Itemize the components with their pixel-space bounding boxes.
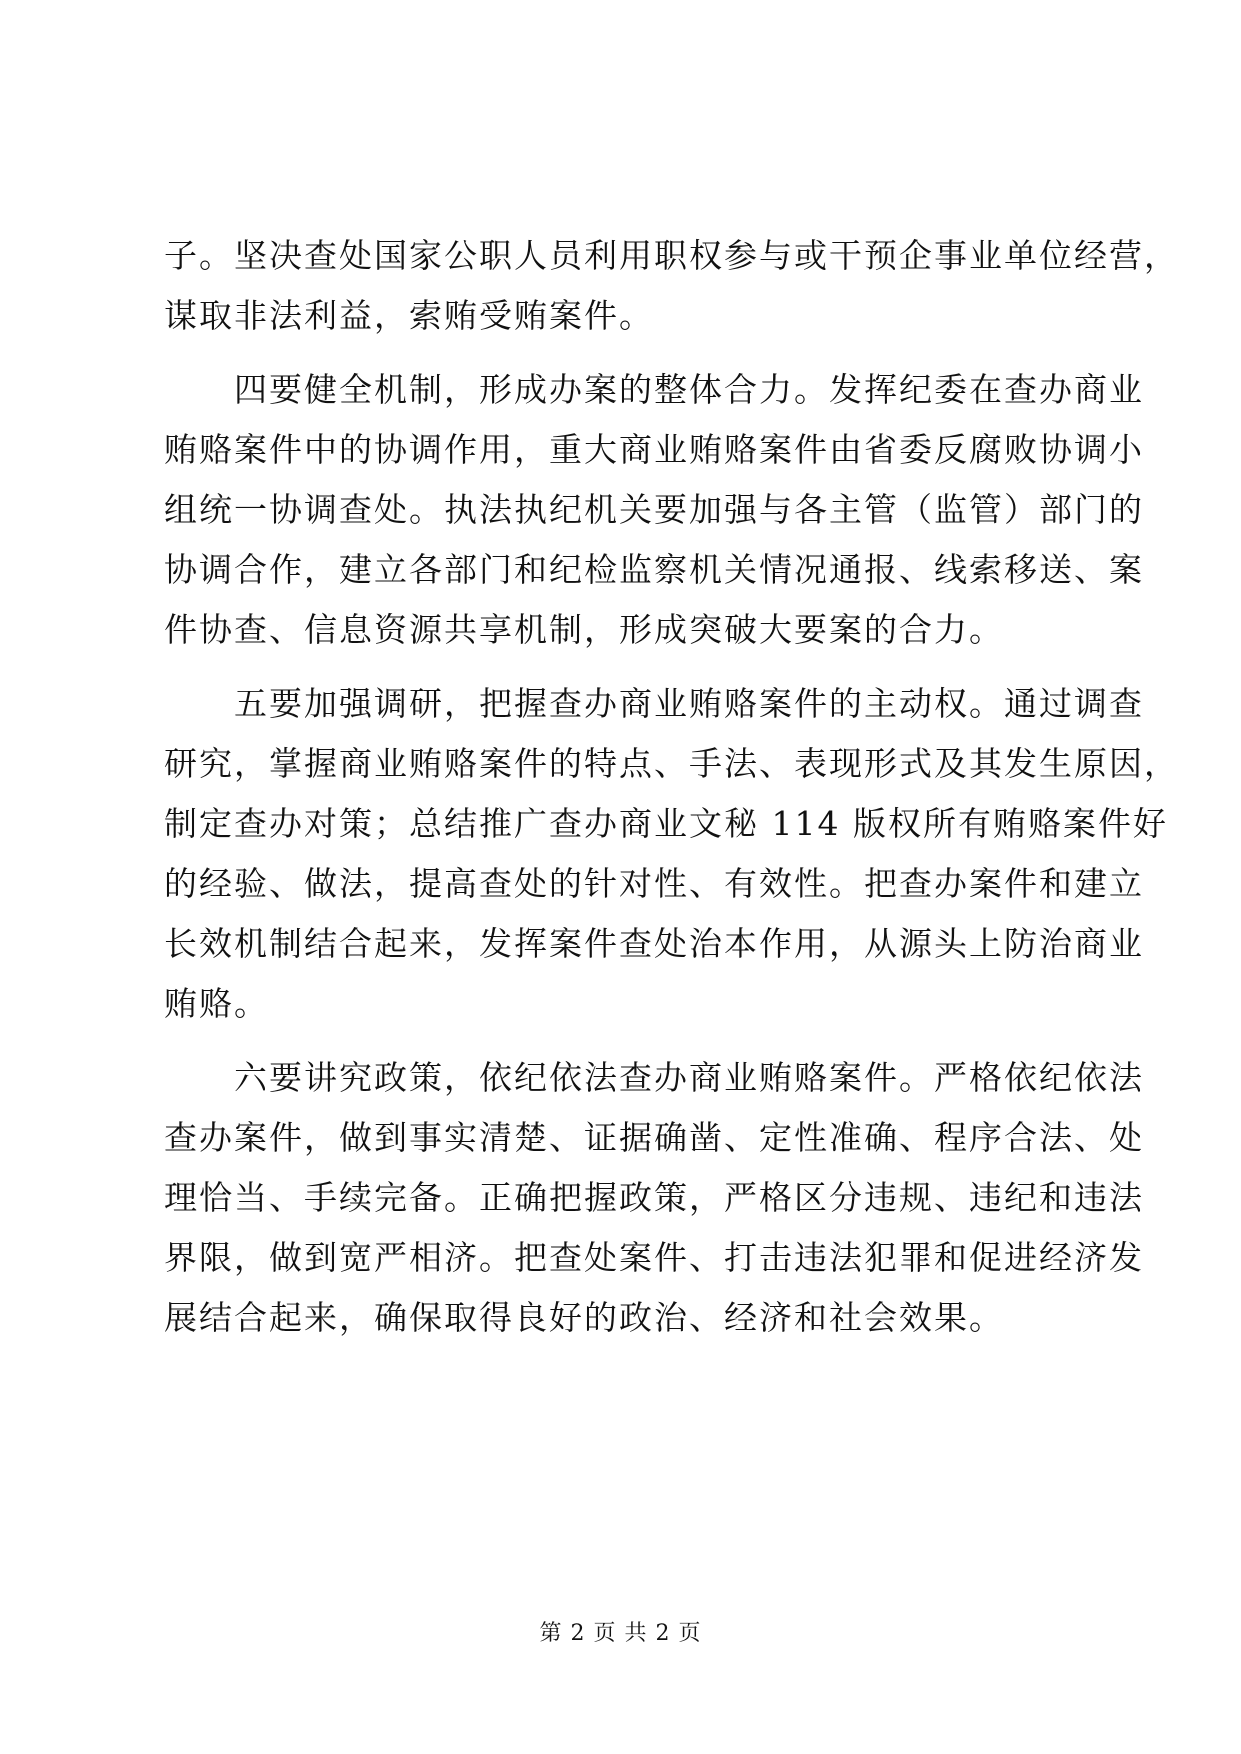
paragraph-mechanism (164, 360, 1144, 660)
paragraph-continuation (164, 226, 1179, 346)
text-line: 组统一协调查处。执法执纪机关要加强与各主管（监管）部门的 (164, 490, 1144, 529)
text-line: 的经验、做法，提高查处的针对性、有效性。把查办案件和建立 (164, 864, 1144, 903)
text-line: 查办案件，做到事实清楚、证据确凿、定性准确、程序合法、处 (164, 1118, 1144, 1157)
text-line: 贿赂。 (164, 984, 269, 1023)
text-line: 贿赂案件中的协调作用，重大商业贿赂案件由省委反腐败协调小 (164, 430, 1144, 469)
text-line: 界限，做到宽严相济。把查处案件、打击违法犯罪和促进经济发 (164, 1238, 1144, 1277)
paragraph-policy (164, 1048, 1144, 1348)
paragraph-research (164, 674, 1179, 1034)
page-number: 第 2 页 共 2 页 (539, 1621, 702, 1646)
text-line: 五要加强调研，把握查办商业贿赂案件的主动权。通过调查 (164, 684, 1144, 723)
text-line: 子。坚决查处国家公职人员利用职权参与或干预企事业单位经营， (164, 236, 1179, 275)
document-body (164, 226, 1179, 1348)
text-line: 长效机制结合起来，发挥案件查处治本作用，从源头上防治商业 (164, 924, 1144, 963)
text-line: 件协查、信息资源共享机制，形成突破大要案的合力。 (164, 610, 1004, 649)
text-line: 制定查办对策；总结推广查办商业文秘 114 版权所有贿赂案件好 (164, 804, 1168, 843)
text-line: 六要讲究政策，依纪依法查办商业贿赂案件。严格依纪依法 (164, 1058, 1144, 1097)
text-line: 研究，掌握商业贿赂案件的特点、手法、表现形式及其发生原因， (164, 744, 1179, 783)
text-line: 四要健全机制，形成办案的整体合力。发挥纪委在查办商业 (164, 370, 1144, 409)
text-line: 展结合起来，确保取得良好的政治、经济和社会效果。 (164, 1298, 1004, 1337)
text-line: 理恰当、手续完备。正确把握政策，严格区分违规、违纪和违法 (164, 1178, 1144, 1217)
text-line: 谋取非法利益，索贿受贿案件。 (164, 296, 654, 335)
text-line: 协调合作，建立各部门和纪检监察机关情况通报、线索移送、案 (164, 550, 1144, 589)
page-footer (0, 1616, 1241, 1647)
